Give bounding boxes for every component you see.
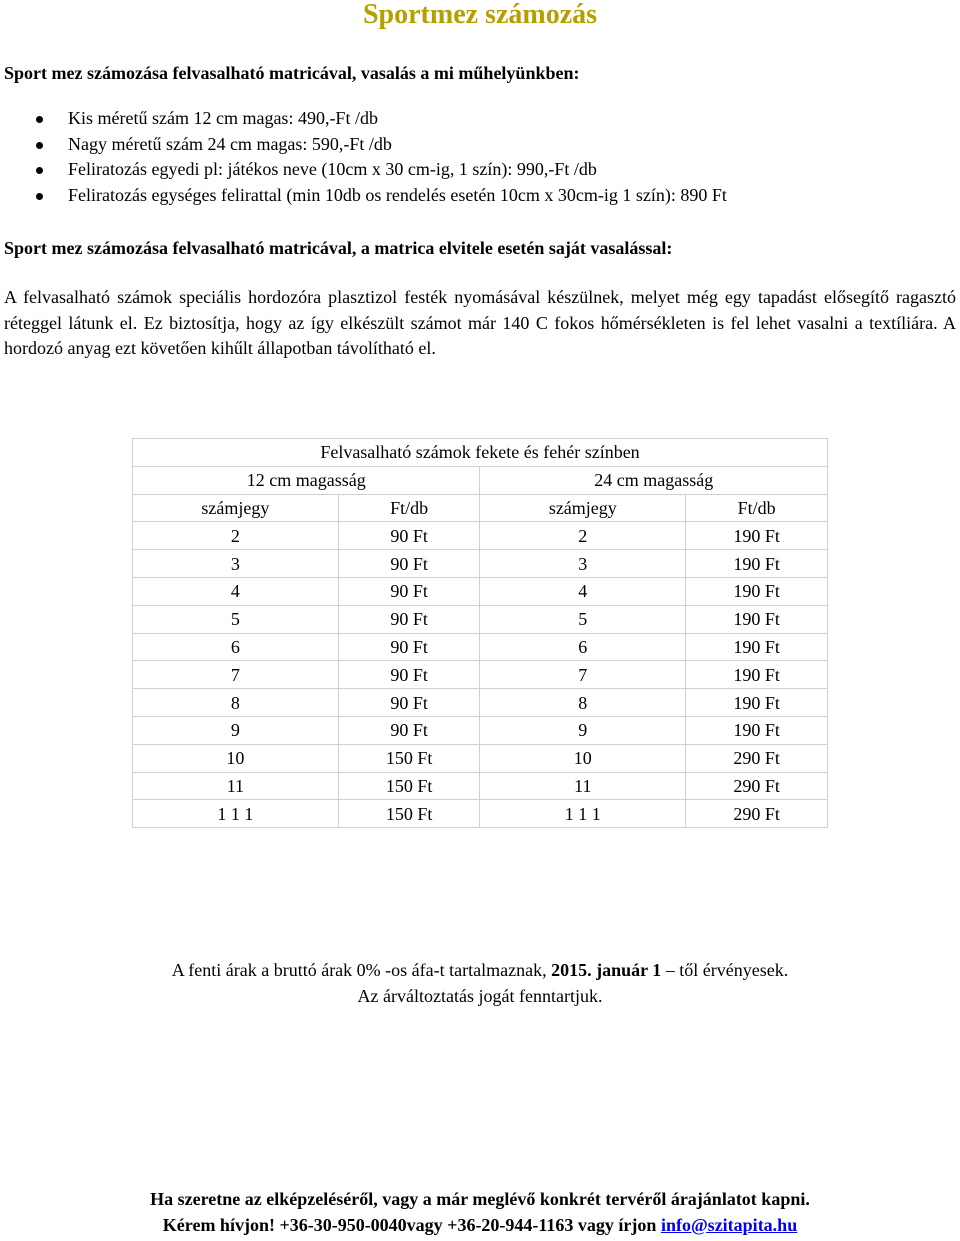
cell-price-24cm: 190 Ft xyxy=(686,633,828,661)
contact-phone-text: Kérem hívjon! +36-30-950-0040vagy +36-20-944-1163 vagy írjon xyxy=(162,1215,661,1235)
cell-digit-12cm: 6 xyxy=(133,633,339,661)
bullet-dot-icon xyxy=(36,193,43,200)
table-row xyxy=(133,550,828,578)
cell-digit-12cm: 1 1 1 xyxy=(133,800,339,828)
cell-price-12cm: 90 Ft xyxy=(338,633,480,661)
cell-digit-12cm: 4 xyxy=(133,577,339,605)
table-row xyxy=(133,661,828,689)
table-row xyxy=(133,633,828,661)
cell-digit-24cm: 6 xyxy=(480,633,686,661)
cell-price-24cm: 190 Ft xyxy=(686,522,828,550)
cell-price-24cm: 190 Ft xyxy=(686,689,828,717)
cell-price-12cm: 90 Ft xyxy=(338,661,480,689)
group-header-12cm: 12 cm magasság xyxy=(133,466,480,494)
bullet-text: Feliratozás egységes felirattal (min 10db os rendelés esetén 10cm x 30cm-ig 1 szín): 890 Ft xyxy=(68,184,727,205)
price-validity-line xyxy=(0,957,960,983)
column-header: számjegy xyxy=(133,494,339,522)
table-row xyxy=(133,522,828,550)
cell-digit-12cm: 7 xyxy=(133,661,339,689)
column-header: számjegy xyxy=(480,494,686,522)
table-row xyxy=(133,577,828,605)
cell-price-24cm: 190 Ft xyxy=(686,716,828,744)
bullet-dot-icon xyxy=(36,116,43,123)
table-row xyxy=(133,800,828,828)
bullet-dot-icon xyxy=(36,167,43,174)
price-table xyxy=(132,438,828,828)
cell-price-12cm: 90 Ft xyxy=(338,577,480,605)
cell-price-12cm: 90 Ft xyxy=(338,522,480,550)
cell-price-12cm: 90 Ft xyxy=(338,716,480,744)
table-group-row xyxy=(133,466,828,494)
table-caption-row xyxy=(133,439,828,467)
cell-price-24cm: 290 Ft xyxy=(686,800,828,828)
cell-digit-24cm: 9 xyxy=(480,716,686,744)
cell-price-12cm: 90 Ft xyxy=(338,605,480,633)
table-row xyxy=(133,772,828,800)
price-note xyxy=(0,957,960,1009)
cell-digit-12cm: 11 xyxy=(133,772,339,800)
cell-price-12cm: 150 Ft xyxy=(338,772,480,800)
contact-block xyxy=(0,1186,960,1238)
cell-price-12cm: 90 Ft xyxy=(338,689,480,717)
validity-text: A fenti árak a bruttó árak 0% -os áfa-t tartalmaznak, xyxy=(171,960,552,980)
table-row xyxy=(133,689,828,717)
cell-digit-12cm: 5 xyxy=(133,605,339,633)
column-header: Ft/db xyxy=(338,494,480,522)
bullet-text: Kis méretű szám 12 cm magas: 490,-Ft /db xyxy=(68,108,378,128)
bullet-dot-icon xyxy=(36,142,43,149)
cell-price-12cm: 150 Ft xyxy=(338,744,480,772)
cell-digit-24cm: 2 xyxy=(480,522,686,550)
cell-digit-12cm: 2 xyxy=(133,522,339,550)
page-title: Sportmez számozás xyxy=(362,0,598,30)
bullet-item xyxy=(0,183,727,209)
bullet-text: Nagy méretű szám 24 cm magas: 590,-Ft /db xyxy=(68,133,392,154)
contact-phones xyxy=(0,1212,960,1238)
bullet-item xyxy=(0,132,727,158)
cell-price-12cm: 150 Ft xyxy=(338,800,480,828)
cell-price-12cm: 90 Ft xyxy=(338,550,480,578)
group-header-24cm: 24 cm magasság xyxy=(480,466,828,494)
cell-price-24cm: 190 Ft xyxy=(686,605,828,633)
cell-digit-12cm: 9 xyxy=(133,716,339,744)
price-bullet-list xyxy=(0,106,727,208)
validity-date: 2015. január 1 xyxy=(551,960,662,980)
table-row xyxy=(133,605,828,633)
cell-digit-12cm: 8 xyxy=(133,689,339,717)
cell-digit-12cm: 3 xyxy=(133,550,339,578)
cell-digit-12cm: 10 xyxy=(133,744,339,772)
bullet-text: Feliratozás egyedi pl: játékos neve (10cm x 30 cm-ig, 1 szín): 990,-Ft /db xyxy=(68,159,597,179)
cell-digit-24cm: 1 1 1 xyxy=(480,800,686,828)
cell-price-24cm: 190 Ft xyxy=(686,550,828,578)
cell-digit-24cm: 8 xyxy=(480,689,686,717)
cell-digit-24cm: 10 xyxy=(480,744,686,772)
table-caption: Felvasalható számok fekete és fehér színben xyxy=(133,439,828,467)
description-paragraph: A felvasalható számok speciális hordozóra plasztizol festék nyomásával készülnek, melyet még egy tapadást elősegítő ragasztó réteggel látunk el. Ez biztosítja, hogy az így elkészült számot már 140 C fokos hőmérsékleten is fel lehet vasalni a textíliára. A hordozó anyag ezt követően kihűlt állapotban távolítható el. xyxy=(4,287,956,358)
validity-suffix: – től érvényesek. xyxy=(661,960,789,980)
cell-digit-24cm: 5 xyxy=(480,605,686,633)
table-row xyxy=(133,716,828,744)
cell-price-24cm: 290 Ft xyxy=(686,772,828,800)
contact-invite: Ha szeretne az elképzeléséről, vagy a már meglévő konkrét tervéről árajánlatot kapni. xyxy=(150,1189,810,1209)
bullet-item xyxy=(0,106,727,132)
cell-digit-24cm: 3 xyxy=(480,550,686,578)
section-heading-workshop: Sport mez számozása felvasalható matricával, vasalás a mi műhelyünkben: xyxy=(4,63,580,83)
price-table-body xyxy=(133,522,828,828)
column-header: Ft/db xyxy=(686,494,828,522)
price-change-notice: Az árváltoztatás jogát fenntartjuk. xyxy=(357,986,603,1006)
bullet-item xyxy=(0,157,727,183)
cell-digit-24cm: 4 xyxy=(480,577,686,605)
cell-price-24cm: 190 Ft xyxy=(686,577,828,605)
cell-digit-24cm: 11 xyxy=(480,772,686,800)
cell-price-24cm: 190 Ft xyxy=(686,661,828,689)
section-heading-self-ironing: Sport mez számozása felvasalható matricával, a matrica elvitele esetén saját vasalással: xyxy=(4,238,673,258)
cell-digit-24cm: 7 xyxy=(480,661,686,689)
email-link[interactable]: info@szitapita.hu xyxy=(660,1215,798,1235)
table-row xyxy=(133,744,828,772)
cell-price-24cm: 290 Ft xyxy=(686,744,828,772)
table-header-row xyxy=(133,494,828,522)
